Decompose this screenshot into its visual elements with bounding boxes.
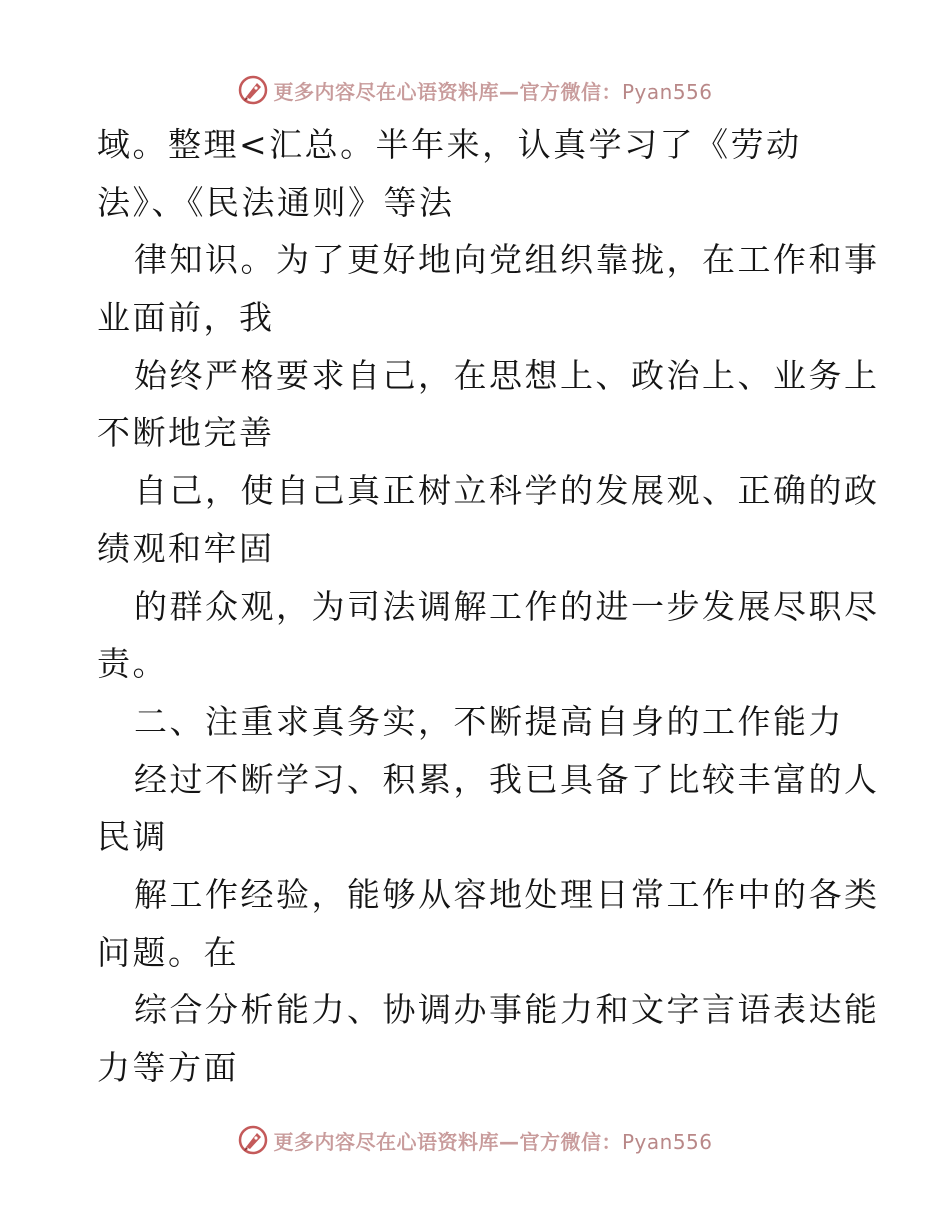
text-line: 责。 (97, 644, 168, 684)
text-line: 律知识。为了更好地向党组织靠拢，在工作和事 (134, 240, 880, 280)
text-line: 问题。在 (97, 932, 239, 972)
header-banner (0, 70, 950, 110)
text-line: 力等方面 (97, 1048, 239, 1087)
text-line: 始终严格要求自己，在思想上、政治上、业务上 (134, 355, 880, 395)
banner-contact: Pyan556 (621, 1129, 713, 1154)
text-line: 域。整理<汇总。半年来，认真学习了《劳动 (97, 125, 802, 164)
text-line: 法》、《民法通则》等法 (97, 182, 455, 222)
text-line: 绩观和牢固 (97, 528, 275, 568)
text-line: 综合分析能力、协调办事能力和文字言语表达能 (134, 990, 880, 1030)
text-line: 解工作经验，能够从容地处理日常工作中的各类 (134, 874, 880, 914)
text-line: 民调 (97, 817, 168, 857)
footer-banner (0, 1120, 950, 1160)
banner-text: 更多内容尽在心语资料库—官方微信：Pyan556 (273, 1129, 713, 1154)
text-line: 业面前，我 (97, 298, 275, 338)
banner-contact: Pyan556 (621, 79, 713, 104)
pen-nib-icon (237, 74, 269, 106)
text-line: 不断地完善 (97, 413, 275, 453)
document-body (97, 116, 880, 1097)
section-heading: 二、注重求真务实，不断提高自身的工作能力 (134, 701, 844, 741)
banner-text: 更多内容尽在心语资料库—官方微信：Pyan556 (273, 79, 713, 104)
text-line: 自己，使自己真正树立科学的发展观、正确的政 (134, 471, 880, 511)
text-line: 的群众观，为司法调解工作的进一步发展尽职尽 (134, 586, 880, 626)
text-line: 经过不断学习、积累，我已具备了比较丰富的人 (134, 759, 880, 799)
pen-nib-icon (237, 1124, 269, 1156)
